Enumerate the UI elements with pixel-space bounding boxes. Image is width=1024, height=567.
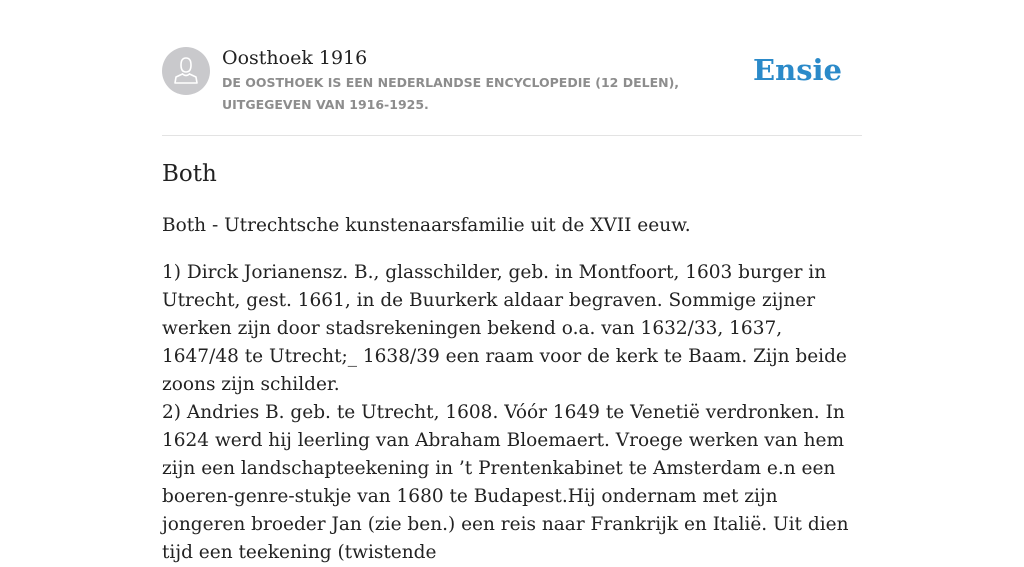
- user-icon: [162, 47, 210, 95]
- source-title[interactable]: Oosthoek 1916: [222, 47, 368, 69]
- entry-title: Both: [162, 161, 217, 187]
- ensie-logo[interactable]: Ensie: [753, 53, 842, 87]
- entry-body: [162, 212, 862, 567]
- source-header: [162, 46, 862, 136]
- entry-paragraph: 2) Andries B. geb. te Utrecht, 1608. Vóór 1649 te Venetië verdronken. In 1624 werd hij leerling van Abraham Bloemaert. Vroege werken van hem zijn een landschapteekening in ’t Prentenkabinet te Amsterdam e.n een boeren-genre-stukje van 1680 te Budapest.Hij ondernam met zijn jongeren broeder Jan (zie ben.) een reis naar Frankrijk en Italië. Uit dien tijd een teekening (twistende: [162, 402, 849, 563]
- header-divider: [162, 135, 862, 136]
- source-description: DE OOSTHOEK IS EEN NEDERLANDSE ENCYCLOPEDIE (12 DELEN), UITGEGEVEN VAN 1916-1925.: [222, 75, 680, 112]
- entry-paragraph: Both - Utrechtsche kunstenaarsfamilie uit de XVII eeuw.: [162, 215, 691, 236]
- entry-paragraph: 1) Dirck Jorianensz. B., glasschilder, geb. in Montfoort, 1603 burger in Utrecht, gest. 1661, in de Buurkerk aldaar begraven. Sommige zijner werken zijn door stadsrekeningen bekend o.a. van 1632/33, 1637, 1647/48 te Utrecht;_ 1638/39 een raam voor de kerk te Baam. Zijn beide zoons zijn schilder.: [162, 262, 847, 395]
